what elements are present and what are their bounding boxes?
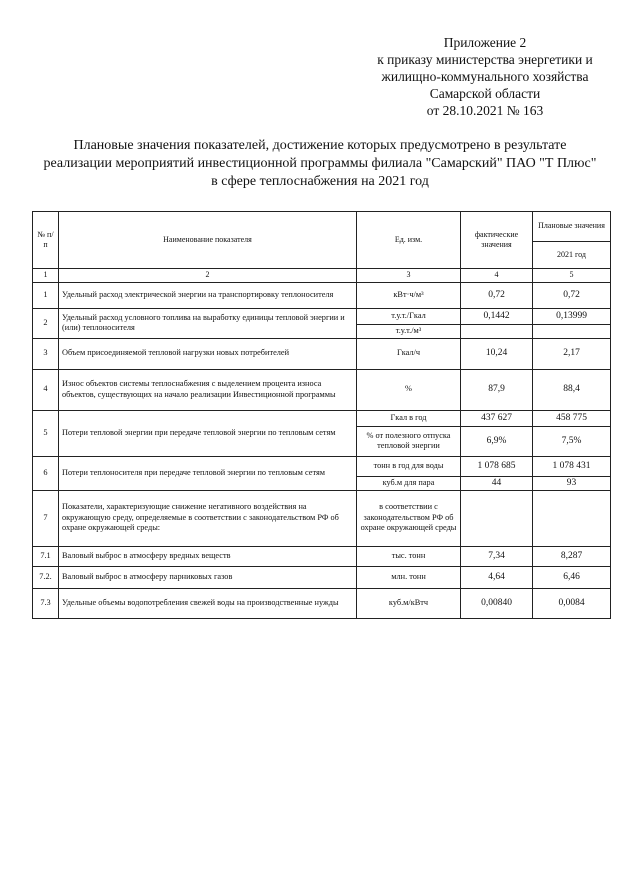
row-unit: тыс. тонн [357, 546, 461, 566]
row-unit: тонн в год для воды [357, 456, 461, 476]
header-actual: фактические значения [461, 212, 533, 269]
row-num: 3 [33, 338, 59, 369]
row-actual-secondary [461, 324, 533, 338]
column-index-row [33, 269, 611, 283]
row-actual: 0,1442 [461, 308, 533, 324]
row-name: Валовый выброс в атмосферу вредных веществ [59, 546, 357, 566]
annex-header [365, 34, 605, 119]
row-unit: % [357, 369, 461, 410]
row-unit: т.у.т./Гкал [357, 308, 461, 324]
row-num: 6 [33, 456, 59, 490]
row-num: 2 [33, 308, 59, 338]
header-unit: Ед. изм. [357, 212, 461, 269]
row-name: Износ объектов системы теплоснабжения с выделением процента износа объектов, существующих на начало реализации Инвестиционной программы [59, 369, 357, 410]
title-line: в сфере теплоснабжения на 2021 год [211, 174, 429, 189]
row-name: Потери тепловой энергии при передаче тепловой энергии по тепловым сетям [59, 410, 357, 456]
row-num: 7 [33, 490, 59, 546]
header-name: Наименование показателя [59, 212, 357, 269]
row-planned: 88,4 [533, 369, 611, 410]
row-planned: 2,17 [533, 338, 611, 369]
row-actual [461, 490, 533, 546]
header-planned: Плановые значения [533, 212, 611, 242]
row-planned: 0,72 [533, 282, 611, 308]
table-row [33, 282, 611, 308]
row-actual-secondary: 6,9% [461, 426, 533, 456]
row-planned-secondary: 7,5% [533, 426, 611, 456]
row-name: Удельные объемы водопотребления свежей воды на производственные нужды [59, 588, 357, 618]
annex-line: Приложение 2 [443, 35, 527, 50]
row-unit: Гкал в год [357, 410, 461, 426]
row-actual: 87,9 [461, 369, 533, 410]
table-row [33, 588, 611, 618]
row-actual: 0,72 [461, 282, 533, 308]
row-unit-secondary: т.у.т./м³ [357, 324, 461, 338]
row-unit-secondary: % от полезного отпуска тепловой энергии [357, 426, 461, 456]
row-name: Потери теплоносителя при передаче тепловой энергии по тепловым сетям [59, 456, 357, 490]
row-name: Показатели, характеризующие снижение негативного воздействия на окружающую среду, определяемые в соответствии с законодательством РФ об охране окружающей среды: [59, 490, 357, 546]
column-index: 1 [33, 269, 59, 283]
row-unit: млн. тонн [357, 566, 461, 588]
table-row [33, 338, 611, 369]
title-line: Плановые значения показателей, достижение которых предусмотрено в результате [73, 138, 567, 153]
row-unit-secondary: куб.м для пара [357, 476, 461, 490]
row-actual: 4,64 [461, 566, 533, 588]
row-num: 7.3 [33, 588, 59, 618]
row-actual: 1 078 685 [461, 456, 533, 476]
table-row [33, 369, 611, 410]
annex-line: жилищно-коммунального хозяйства [381, 69, 589, 84]
column-index: 4 [461, 269, 533, 283]
row-planned: 8,287 [533, 546, 611, 566]
row-planned: 0,13999 [533, 308, 611, 324]
header-num: № п/п [33, 212, 59, 269]
table-row [33, 410, 611, 426]
row-planned: 458 775 [533, 410, 611, 426]
row-num: 7.2. [33, 566, 59, 588]
row-num: 1 [33, 282, 59, 308]
row-num: 4 [33, 369, 59, 410]
annex-line: Самарской области [429, 86, 541, 101]
indicators-table [32, 211, 611, 619]
table-row [33, 490, 611, 546]
row-unit: в соответствии с законодательством РФ об охране окружающей среды [357, 490, 461, 546]
row-actual: 0,00840 [461, 588, 533, 618]
row-unit: кВт·ч/м³ [357, 282, 461, 308]
title-line: реализации мероприятий инвестиционной программы филиала "Самарский" ПАО "Т Плюс" [43, 156, 597, 171]
row-actual-secondary: 44 [461, 476, 533, 490]
row-actual: 7,34 [461, 546, 533, 566]
annex-line: к приказу министерства энергетики и [377, 52, 593, 67]
row-name: Валовый выброс в атмосферу парниковых газов [59, 566, 357, 588]
row-name: Удельный расход условного топлива на выработку единицы тепловой энергии и (или) теплоносителя [59, 308, 357, 338]
table-row [33, 456, 611, 476]
column-index: 2 [59, 269, 357, 283]
row-unit: куб.м/кВтч [357, 588, 461, 618]
column-index: 3 [357, 269, 461, 283]
table-row [33, 566, 611, 588]
row-actual: 10,24 [461, 338, 533, 369]
column-index: 5 [533, 269, 611, 283]
row-actual: 437 627 [461, 410, 533, 426]
row-planned [533, 490, 611, 546]
row-planned-secondary: 93 [533, 476, 611, 490]
row-planned: 6,46 [533, 566, 611, 588]
row-unit: Гкал/ч [357, 338, 461, 369]
table-row [33, 308, 611, 324]
row-num: 5 [33, 410, 59, 456]
row-planned: 0,0084 [533, 588, 611, 618]
header-planned-year: 2021 год [533, 242, 611, 269]
row-name: Удельный расход электрической энергии на транспортировку теплоносителя [59, 282, 357, 308]
annex-line: от 28.10.2021 № 163 [426, 103, 544, 118]
row-name: Объем присоединяемой тепловой нагрузки новых потребителей [59, 338, 357, 369]
row-planned: 1 078 431 [533, 456, 611, 476]
table-row [33, 546, 611, 566]
row-planned-secondary [533, 324, 611, 338]
document-title [20, 137, 620, 191]
row-num: 7.1 [33, 546, 59, 566]
